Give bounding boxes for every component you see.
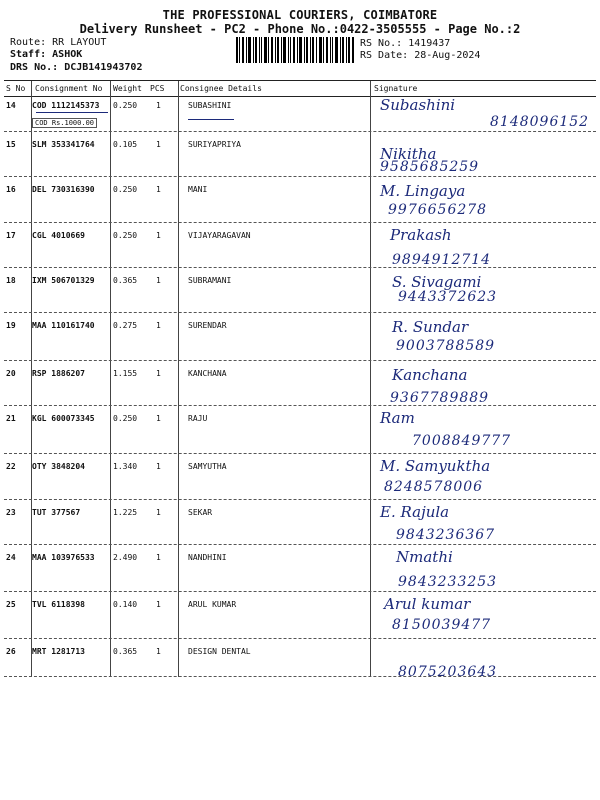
consignee-name: NANDHINI [188,553,227,562]
weight: 0.105 [113,140,138,149]
consignment-number: CGL 4010669 [32,231,85,240]
table-row [4,595,596,643]
rs-number-value: 1419437 [408,38,451,49]
route-line [10,37,106,48]
consignee-name: SURENDAR [188,321,227,330]
consignee-name: SAMYUTHA [188,462,227,471]
signature-phone: 9843233253 [398,574,498,590]
signature-name: E. Rajula [380,503,450,521]
weight: 0.250 [113,414,138,423]
consignment-number: DEL 730316390 [32,185,95,194]
serial-number: 21 [6,414,16,423]
serial-number: 22 [6,462,16,471]
pieces-count: 1 [156,462,161,471]
col-sno: S No [6,84,26,93]
pieces-count: 1 [156,231,161,240]
consignee-name: SURIYAPRIYA [188,140,241,149]
consignee-name: DESIGN DENTAL [188,647,251,656]
row-separator [4,591,596,592]
row-separator [4,222,596,223]
consignee-name: SUBRAMANI [188,276,232,285]
serial-number: 24 [6,553,16,562]
row-separator [4,544,596,545]
signature-phone: 9443372623 [398,289,498,305]
signature-phone: 9976656278 [388,202,488,218]
consignment-number: MAA 110161740 [32,321,95,330]
table-row [4,548,596,596]
table-row [4,642,596,690]
col-signature: Signature [374,84,418,93]
drs-line [10,62,142,73]
col-consignment: Consignment No [35,84,103,93]
signature-phone: 8148096152 [490,114,590,130]
signature-phone: 8150039477 [392,617,492,633]
pieces-count: 1 [156,321,161,330]
row-separator [4,312,596,313]
consignment-number: IXM 506701329 [32,276,95,285]
weight: 1.340 [113,462,138,471]
staff-value: ASHOK [52,49,83,60]
pieces-count: 1 [156,647,161,656]
signature-name: S. Sivagami [392,273,482,291]
page-subtitle: Delivery Runsheet - PC2 - Phone No.:0422-3505555 - Page No.:2 [79,22,521,36]
consignee-name: SUBASHINI [188,101,232,110]
row-separator [4,638,596,639]
staff-label: Staff: [10,49,47,60]
row-separator [4,499,596,500]
consignment-number: OTY 3848204 [32,462,85,471]
table-row [4,409,596,457]
row-separator [4,267,596,268]
table-row [4,457,596,505]
serial-number: 20 [6,369,16,378]
pieces-count: 1 [156,369,161,378]
signature-name: M. Samyuktha [380,457,491,475]
serial-number: 16 [6,185,16,194]
signature-phone: 9585685259 [380,159,480,175]
row-separator [4,453,596,454]
row-separator [4,676,596,677]
weight: 0.250 [113,185,138,194]
table-row [4,316,596,364]
ink-underline [188,119,234,120]
pieces-count: 1 [156,101,161,110]
drs-label: DRS No.: [10,62,59,73]
pieces-count: 1 [156,276,161,285]
consignment-number: KGL 600073345 [32,414,95,423]
rs-date-value: 28-Aug-2024 [414,50,481,61]
route-value: RR LAYOUT [52,37,107,48]
signature-phone: 7008849777 [412,433,512,449]
consignee-name: RAJU [188,414,208,423]
rs-date-label: RS Date: [360,50,409,61]
signature-phone: 9003788589 [396,338,496,354]
consignment-number: MAA 103976533 [32,553,95,562]
signature-name: Arul kumar [384,595,471,613]
signature-phone: 9894912714 [392,252,492,268]
weight: 1.225 [113,508,138,517]
signature-phone: 9367789889 [390,390,490,406]
signature-phone: 8075203643 [398,664,498,680]
consignment-number: TVL 6118398 [32,600,85,609]
col-consignee: Consignee Details [180,84,262,93]
weight: 2.490 [113,553,138,562]
signature-name: Kanchana [392,366,468,384]
weight: 0.365 [113,647,138,656]
col-weight: Weight [113,84,142,93]
consignment-number: RSP 1886207 [32,369,85,378]
signature-name: Nikitha [380,145,437,163]
serial-number: 19 [6,321,16,330]
cod-amount: COD Rs.1000.00 [32,118,97,128]
weight: 0.250 [113,231,138,240]
row-separator [4,405,596,406]
signature-phone: 9843236367 [396,527,496,543]
weight: 0.365 [113,276,138,285]
serial-number: 14 [6,101,16,110]
signature-name: Prakash [390,226,452,244]
consignee-name: MANI [188,185,208,194]
pieces-count: 1 [156,414,161,423]
signature-phone: 8248578006 [384,479,484,495]
rs-number [360,38,450,49]
pieces-count: 1 [156,185,161,194]
consignee-name: ARUL KUMAR [188,600,237,609]
row-separator [4,131,596,132]
serial-number: 23 [6,508,16,517]
consignment-number: COD 1112145373 [32,101,100,110]
weight: 1.155 [113,369,138,378]
serial-number: 17 [6,231,16,240]
barcode-image [236,37,354,63]
pieces-count: 1 [156,140,161,149]
pieces-count: 1 [156,508,161,517]
table-header [4,80,596,97]
signature-name: Nmathi [396,548,453,566]
page-title: THE PROFESSIONAL COURIERS, COIMBATORE [162,8,438,22]
rs-number-label: RS No.: [360,38,403,49]
signature-name: Ram [380,409,415,427]
row-separator [4,176,596,177]
consignment-number: TUT 377567 [32,508,81,517]
serial-number: 25 [6,600,16,609]
row-separator [4,360,596,361]
signature-name: R. Sundar [392,318,469,336]
pieces-count: 1 [156,553,161,562]
serial-number: 18 [6,276,16,285]
weight: 0.250 [113,101,138,110]
drs-value: DCJB141943702 [64,62,143,73]
serial-number: 15 [6,140,16,149]
col-pcs: PCS [150,84,165,93]
consignee-name: VIJAYARAGAVAN [188,231,251,240]
consignee-name: KANCHANA [188,369,227,378]
weight: 0.140 [113,600,138,609]
consignee-name: SEKAR [188,508,213,517]
consignment-number: SLM 353341764 [32,140,95,149]
weight: 0.275 [113,321,138,330]
table-row [4,180,596,228]
ink-underline [36,112,108,113]
consignment-number: MRT 1281713 [32,647,85,656]
serial-number: 26 [6,647,16,656]
signature-name: Subashini [380,96,456,114]
staff-line [10,49,82,60]
signature-name: M. Lingaya [380,182,466,200]
rs-date [360,50,480,61]
pieces-count: 1 [156,600,161,609]
route-label: Route: [10,37,47,48]
